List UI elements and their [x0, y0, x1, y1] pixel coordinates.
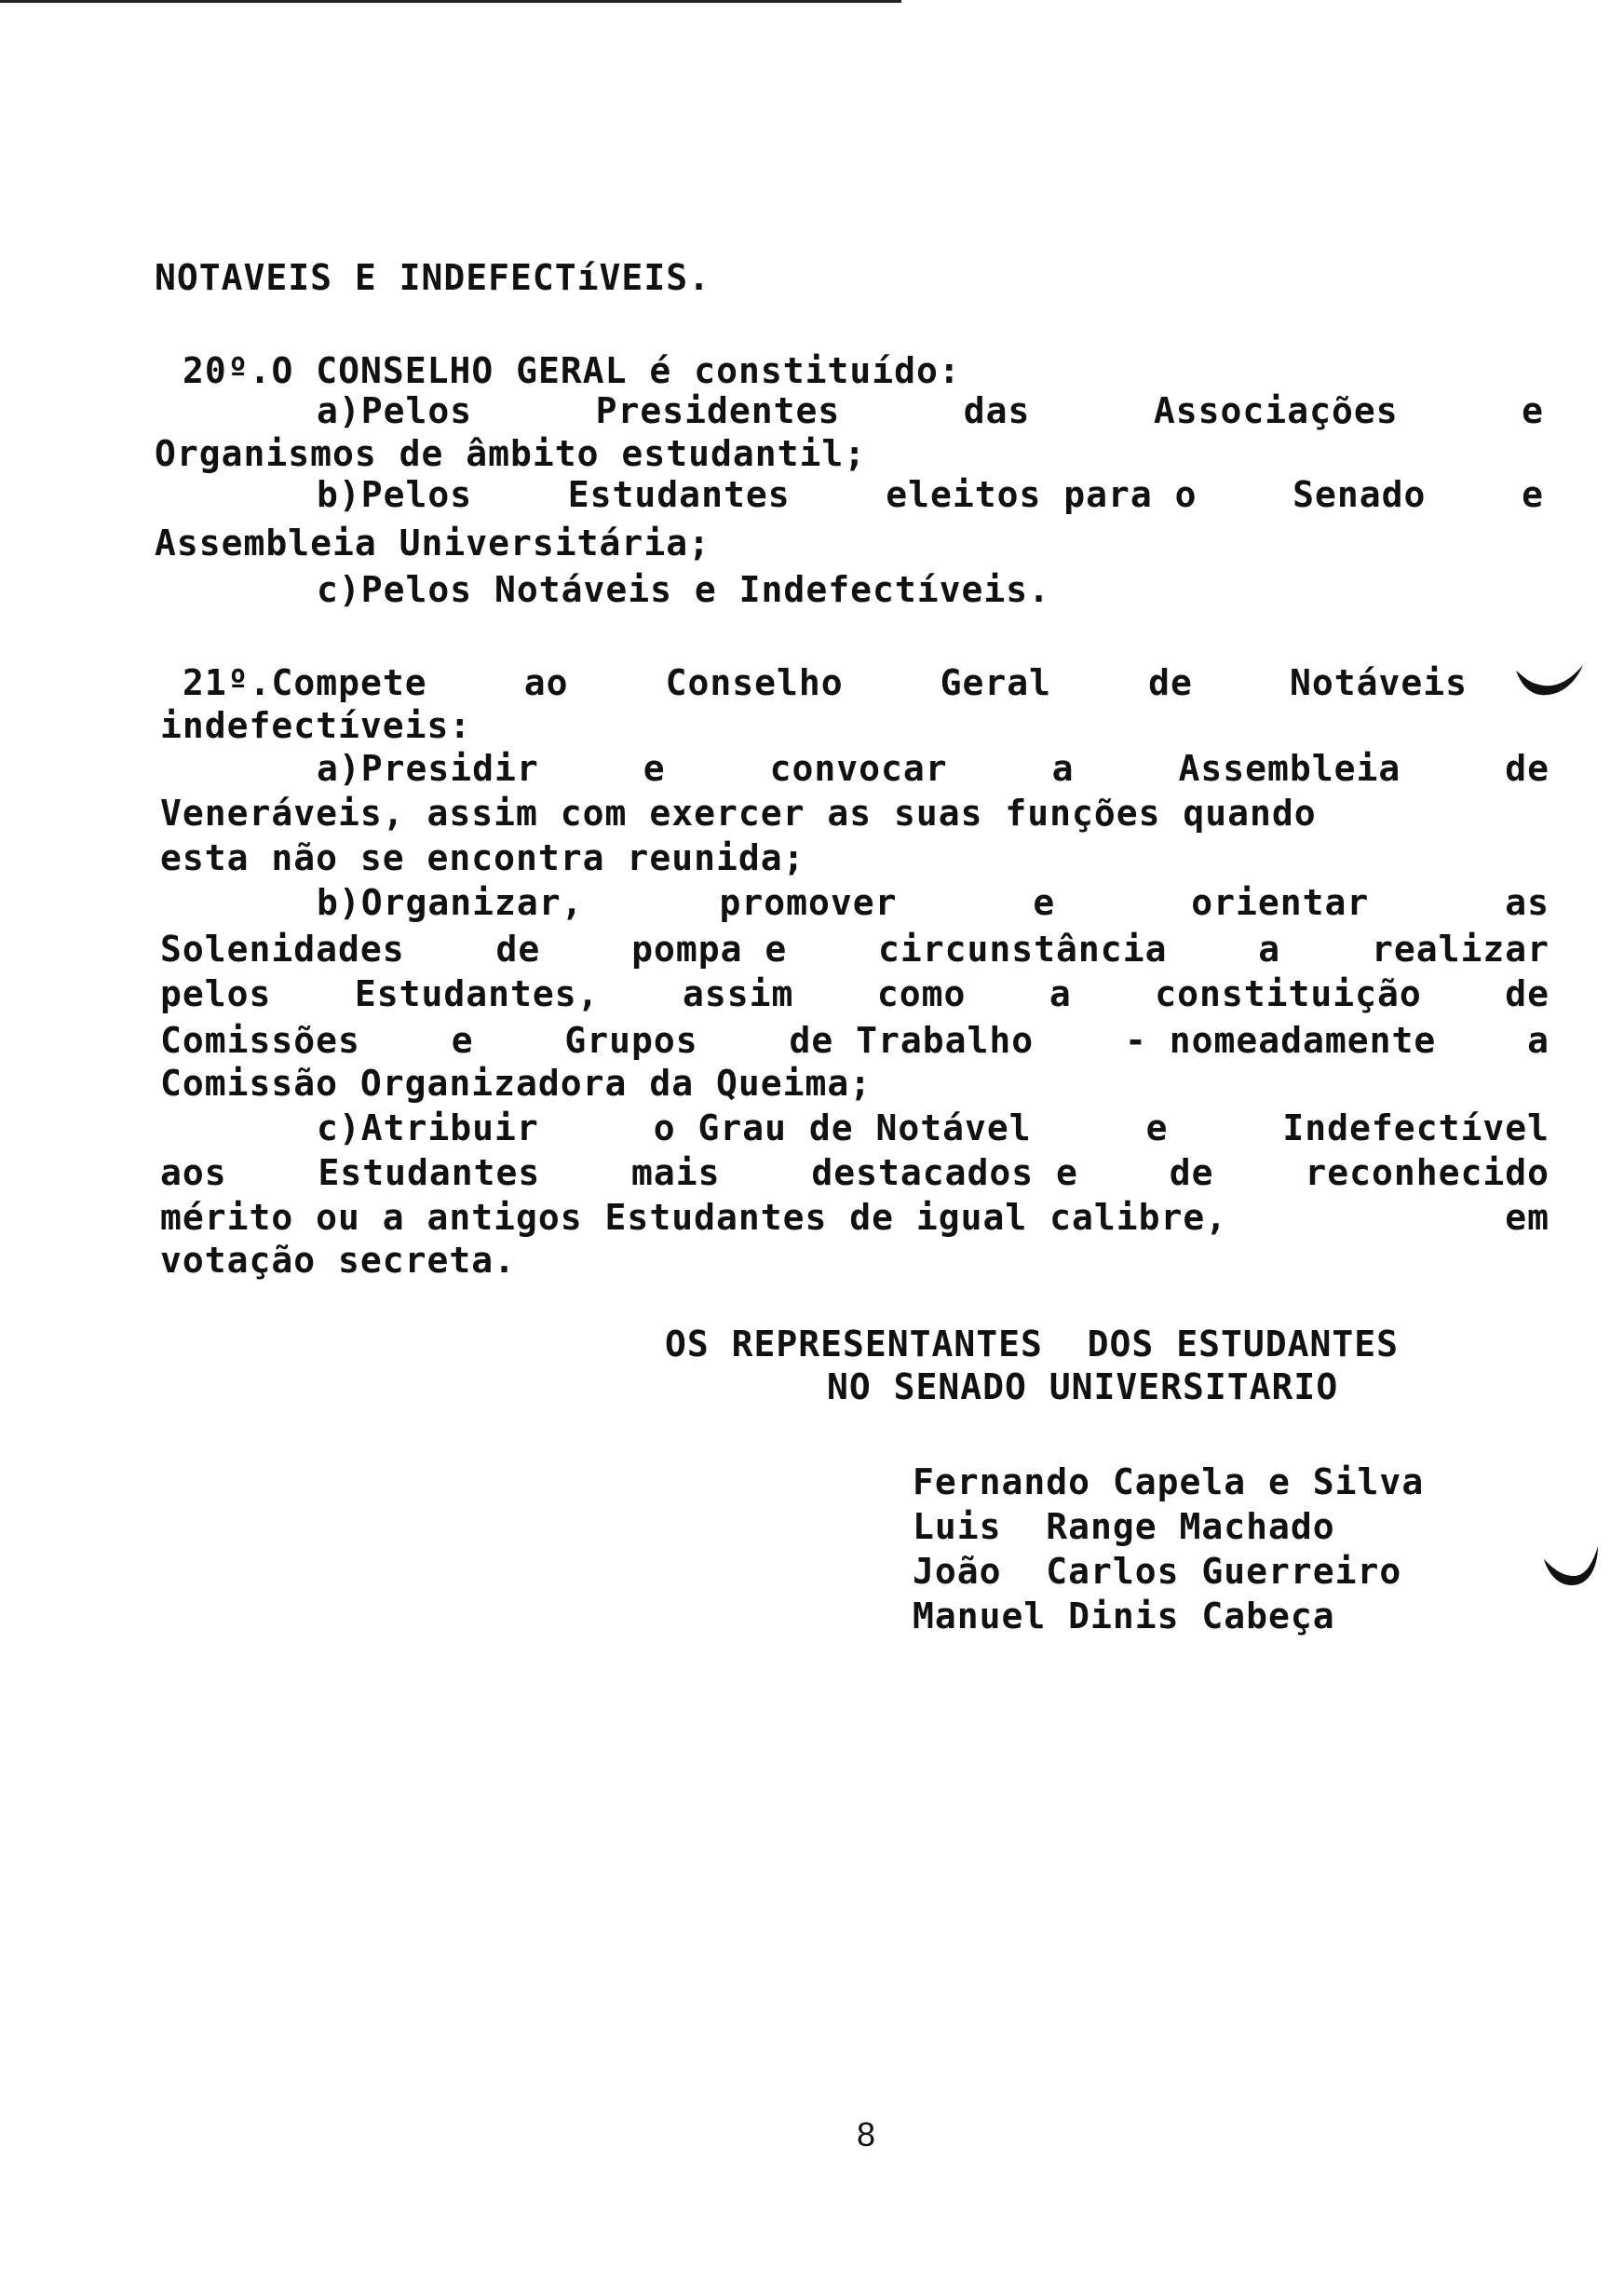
article-21-b-line1: b)Organizar, promover e orientar as	[317, 882, 1550, 923]
signatory-name: Manuel Dinis Cabeça	[913, 1596, 1335, 1636]
article-20-b-line2: Assembleia Universitária;	[155, 523, 710, 564]
article-21-a-line2: Veneráveis, assim com exercer as suas funções quando	[160, 793, 1317, 834]
article-21-b-line3: pelos Estudantes, assim como a constituição de	[160, 973, 1550, 1014]
article-21-c-line2: aos Estudantes mais destacados e de reconhecido	[160, 1152, 1550, 1193]
article-21-a-line3: esta não se encontra reunida;	[160, 837, 805, 878]
signatory-name: Luis Range Machado	[913, 1506, 1335, 1547]
article-21-b-line5: Comissão Organizadora da Queima;	[160, 1063, 873, 1104]
article-20-a-line2: Organismos de âmbito estudantil;	[155, 433, 867, 474]
section-heading: NOTAVEIS E INDEFECTíVEIS.	[155, 257, 710, 298]
article-20-c-line1: c)Pelos Notáveis e Indefectíveis.	[317, 569, 1050, 610]
signatory-name: Fernando Capela e Silva	[913, 1461, 1425, 1502]
article-20-b-line1: b)Pelos Estudantes eleitos para o Senado e	[317, 474, 1544, 515]
signature-title-line1: OS REPRESENTANTES DOS ESTUDANTES	[665, 1324, 1399, 1365]
article-20-a-line1: a)Pelos Presidentes das Associações e	[317, 390, 1544, 431]
article-21-b-line4: Comissões e Grupos de Trabalho - nomeadamente a	[160, 1020, 1550, 1061]
article-21-intro: 21º.Compete ao Conselho Geral de Notáveis	[183, 662, 1468, 703]
signature-title-line2: NO SENADO UNIVERSITARIO	[827, 1366, 1339, 1407]
handwritten-check-mark-icon	[1512, 658, 1587, 699]
article-21-c-line4: votação secreta.	[160, 1240, 517, 1281]
signatory-name: João Carlos Guerreiro	[913, 1551, 1402, 1592]
article-20-intro: 20º.O CONSELHO GERAL é constituído:	[183, 350, 961, 391]
page-number: 8	[856, 2115, 876, 2153]
article-21-c-line1: c)Atribuir o Grau de Notável e Indefectível	[317, 1107, 1550, 1148]
article-21-a-line1: a)Presidir e convocar a Assembleia de	[317, 748, 1550, 789]
article-21-intro-line2: indefectíveis:	[160, 705, 472, 746]
article-21-c-line3: mérito ou a antigos Estudantes de igual calibre, em	[160, 1197, 1550, 1238]
article-21-b-line2: Solenidades de pompa e circunstância a realizar	[160, 929, 1550, 970]
handwritten-check-mark-icon	[1542, 1542, 1602, 1589]
